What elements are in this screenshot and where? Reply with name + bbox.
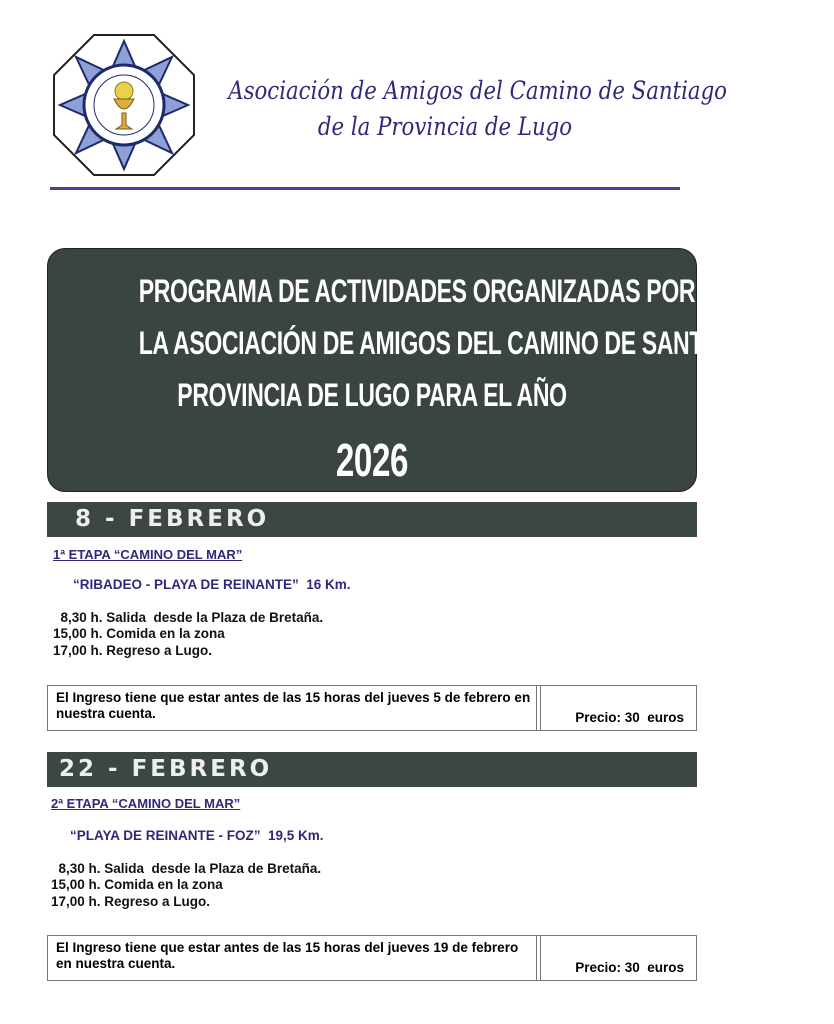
event-route: “RIBADEO - PLAYA DE REINANTE” 16 Km.: [73, 577, 351, 592]
price: Precio: 30 euros: [575, 710, 684, 725]
banner-line: LA ASOCIACIÓN DE AMIGOS DEL CAMINO DE SANTIAGO DE LA: [138, 325, 834, 361]
header-divider: [50, 187, 680, 190]
payment-note: El Ingreso tiene que estar antes de las 15 horas del jueves 5 de febrero en nuestra cuenta.: [56, 690, 531, 721]
payment-box: [47, 935, 697, 981]
schedule-item: 8,30 h. Salida desde la Plaza de Bretaña.: [53, 610, 324, 625]
event-route: “PLAYA DE REINANTE - FOZ” 19,5 Km.: [70, 828, 324, 843]
schedule-item: 15,00 h. Comida en la zona: [51, 877, 223, 892]
payment-note: El Ingreso tiene que estar antes de las 15 horas del jueves 19 de febrero en nuestra cuenta.: [56, 940, 519, 971]
box-divider: [536, 936, 541, 980]
association-logo: [52, 33, 196, 177]
banner-line: PROGRAMA DE ACTIVIDADES ORGANIZADAS POR: [138, 273, 696, 309]
schedule-item: 8,30 h. Salida desde la Plaza de Bretaña.: [51, 861, 322, 876]
event-date-bar: [47, 502, 697, 537]
payment-box: [47, 685, 697, 731]
schedule-item: 17,00 h. Regreso a Lugo.: [53, 643, 213, 658]
schedule-item: 15,00 h. Comida en la zona: [53, 626, 225, 641]
banner-line: PROVINCIA DE LUGO PARA EL AÑO: [177, 377, 567, 413]
event-stage: 1ª ETAPA “CAMINO DEL MAR”: [53, 547, 243, 562]
association-title-line1: Asociación de Amigos del Camino de Santiago: [228, 76, 727, 105]
banner-year: 2026: [335, 434, 409, 486]
event-stage: 2ª ETAPA “CAMINO DEL MAR”: [51, 796, 241, 811]
price: Precio: 30 euros: [575, 960, 684, 975]
event-date-bar: [47, 752, 697, 787]
schedule-item: 17,00 h. Regreso a Lugo.: [51, 894, 211, 909]
association-title-line2: de la Provincia de Lugo: [317, 112, 573, 141]
program-banner: [47, 248, 834, 492]
event-date: 8 - FEBRERO: [75, 506, 270, 532]
box-divider: [536, 686, 541, 730]
event-date: 22 - FEBRERO: [59, 756, 273, 782]
